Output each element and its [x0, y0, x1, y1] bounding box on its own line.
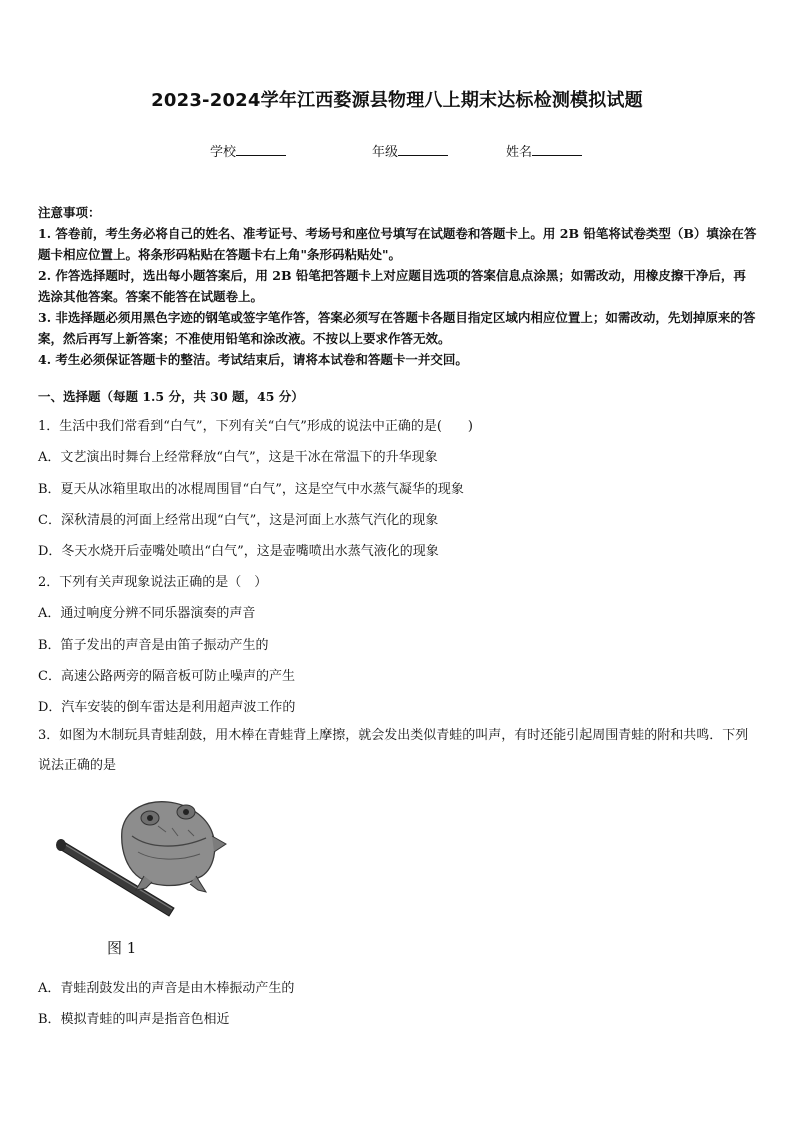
- answer-option: C．高速公路两旁的隔音板可防止噪声的产生: [38, 669, 295, 684]
- school-blank[interactable]: [236, 143, 286, 156]
- name-label: 姓名: [506, 145, 533, 160]
- name-blank[interactable]: [532, 143, 582, 156]
- name-field: [506, 141, 582, 160]
- school-label: 学校: [210, 145, 237, 160]
- answer-option: A．青蛙刮鼓发出的声音是由木棒振动产生的: [38, 981, 295, 996]
- grade-label: 年级: [372, 145, 399, 160]
- answer-option: D．汽车安装的倒车雷达是利用超声波工作的: [38, 700, 296, 715]
- note-item: 4. 考生必须保证答题卡的整洁。考试结束后，请将本试卷和答题卡一并交回。: [38, 352, 468, 367]
- exam-notes: [38, 202, 758, 370]
- grade-blank[interactable]: [398, 143, 448, 156]
- answer-option: A．文艺演出时舞台上经常释放“白气”，这是干冰在常温下的升华现象: [38, 450, 438, 465]
- wooden-frog-illustration: [48, 796, 238, 936]
- answer-option: B．模拟青蛙的叫声是指音色相近: [38, 1012, 230, 1027]
- question-stem: 1．生活中我们常看到“白气”，下列有关“白气”形成的说法中正确的是( ): [38, 419, 473, 434]
- wooden-frog: [122, 802, 226, 892]
- note-item: 3. 非选择题必须用黑色字迹的钢笔或签字笔作答，答案必须写在答题卡各题目指定区域内相应位置上；如需改动，先划掉原来的答案，然后再写上新答案；不准使用铅笔和涂改液。不按以上要求作答无效。: [38, 310, 756, 346]
- grade-field: [372, 141, 448, 160]
- note-item: 2. 作答选择题时，选出每小题答案后，用 2B 铅笔把答题卡上对应题目选项的答案信息点涂黑；如需改动，用橡皮擦干净后，再选涂其他答案。答案不能答在试题卷上。: [38, 268, 746, 304]
- figure-caption: 图 1: [107, 939, 137, 957]
- frog-figure: [48, 796, 238, 962]
- answer-option: B．笛子发出的声音是由笛子振动产生的: [38, 638, 269, 653]
- answer-option: C．深秋清晨的河面上经常出现“白气”，这是河面上水蒸气汽化的现象: [38, 513, 439, 528]
- question-stem: 2．下列有关声现象说法正确的是（ ）: [38, 575, 268, 590]
- school-field: [210, 141, 286, 160]
- note-item: 1. 答卷前，考生务必将自己的姓名、准考证号、考场号和座位号填写在试题卷和答题卡上。用 2B 铅笔将试卷类型（B）填涂在答题卡相应位置上。将条形码粘贴在答题卡右上角"条形码粘贴处"。: [38, 226, 757, 262]
- section-heading: 一、选择题（每题 1.5 分，共 30 题，45 分）: [38, 389, 304, 404]
- answer-option: B．夏天从冰箱里取出的冰棍周围冒“白气”，这是空气中水蒸气凝华的现象: [38, 482, 464, 497]
- answer-option: A．通过响度分辨不同乐器演奏的声音: [38, 606, 256, 621]
- answer-option: D．冬天水烧开后壶嘴处喷出“白气”，这是壶嘴喷出水蒸气液化的现象: [38, 544, 439, 559]
- notes-heading: 注意事项：: [38, 205, 101, 220]
- question-stem: 3．如图为木制玩具青蛙刮鼓，用木棒在青蛙背上摩擦，就会发出类似青蛙的叫声，有时还能引起周围青蛙的附和共鸣．下列说法正确的是: [38, 728, 749, 773]
- page-title: 2023-2024学年江西婺源县物理八上期末达标检测模拟试题: [151, 90, 643, 111]
